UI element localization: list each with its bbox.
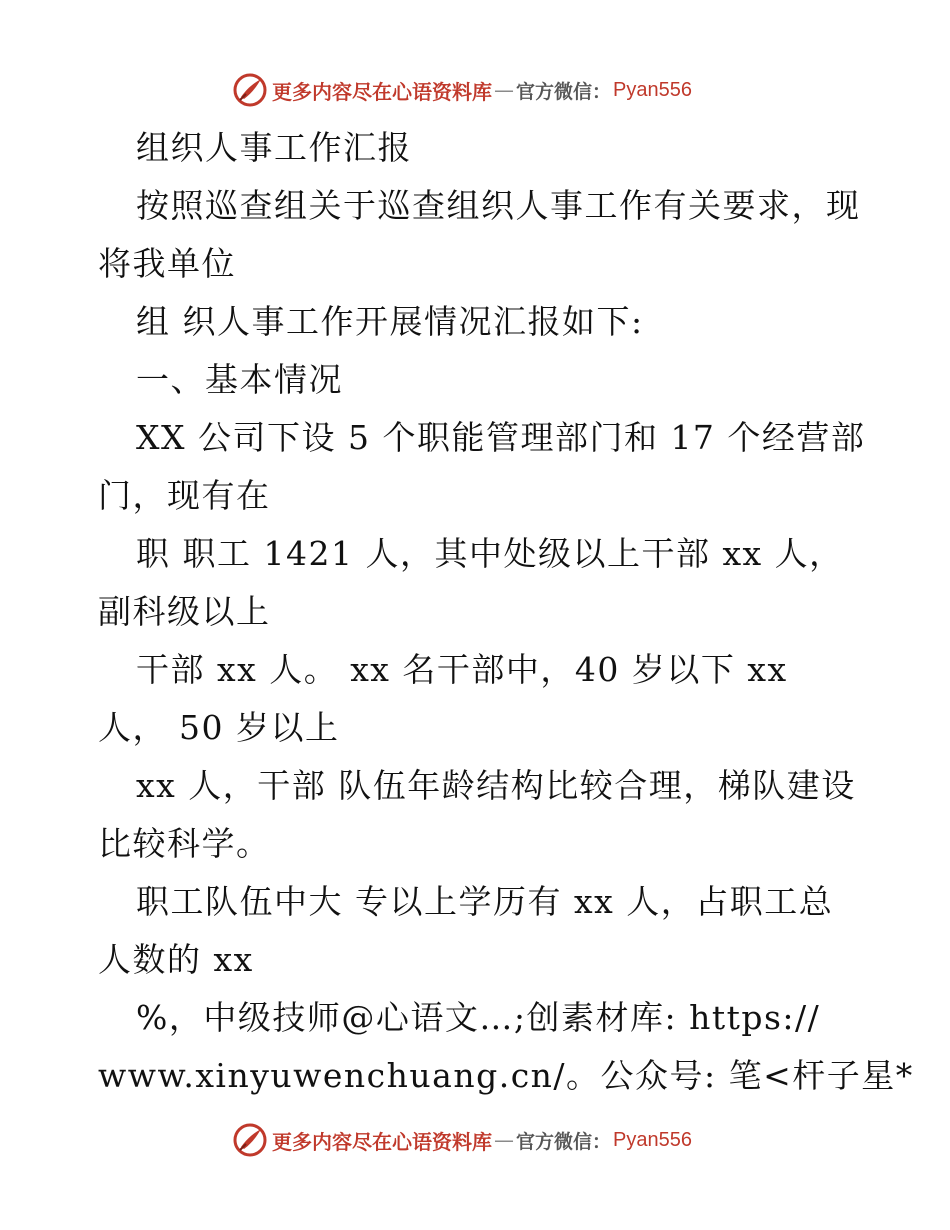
- doc-line: www.xinyuwenchuang.cn/。公众号: 笔<杆子星*: [98, 1056, 914, 1095]
- doc-line: %，中级技师@心语文…;创素材库: https://: [136, 998, 821, 1037]
- doc-line: 按照巡查组关于巡查组织人事工作有关要求，现: [136, 186, 861, 225]
- header-watermark-banner: [232, 70, 692, 110]
- banner-wechat-label: 官方微信：: [516, 1130, 612, 1153]
- doc-line: 人， 50 岁以上: [98, 708, 340, 747]
- doc-line: 职工队伍中大 专以上学历有 xx 人，占职工总: [136, 882, 834, 921]
- doc-line: 门，现有在: [98, 476, 271, 515]
- quill-logo-icon: [232, 72, 268, 108]
- doc-line: XX 公司下设 5 个职能管理部门和 17 个经营部: [136, 418, 866, 457]
- doc-line: xx 人，干部 队伍年龄结构比较合理，梯队建设: [136, 766, 856, 805]
- doc-line: 人数的 xx: [98, 940, 254, 979]
- banner-text: 更多内容尽在心语资料库: [272, 1129, 492, 1154]
- doc-line: 副科级以上: [98, 592, 271, 631]
- footer-watermark-banner: [232, 1120, 692, 1160]
- banner-text: 更多内容尽在心语资料库: [272, 79, 492, 104]
- doc-line: 干部 xx 人。 xx 名干部中，40 岁以下 xx: [136, 650, 788, 689]
- doc-line: 比较科学。: [98, 824, 271, 863]
- doc-line: 将我单位: [98, 244, 236, 283]
- banner-wechat-id: Pyan556: [613, 1128, 692, 1151]
- banner-wechat-id: Pyan556: [613, 78, 692, 101]
- banner-wechat-label: 官方微信：: [516, 80, 612, 103]
- doc-line: 职 职工 1421 人，其中处级以上干部 xx 人，: [136, 534, 844, 573]
- doc-line: 组 织人事工作开展情况汇报如下:: [136, 302, 644, 341]
- banner-separator: —: [494, 78, 514, 102]
- doc-line: 一、基本情况: [136, 360, 343, 399]
- banner-separator: —: [494, 1128, 514, 1152]
- document-body: [98, 119, 914, 1105]
- quill-logo-icon: [232, 1122, 268, 1158]
- doc-line: 组织人事工作汇报: [136, 128, 412, 167]
